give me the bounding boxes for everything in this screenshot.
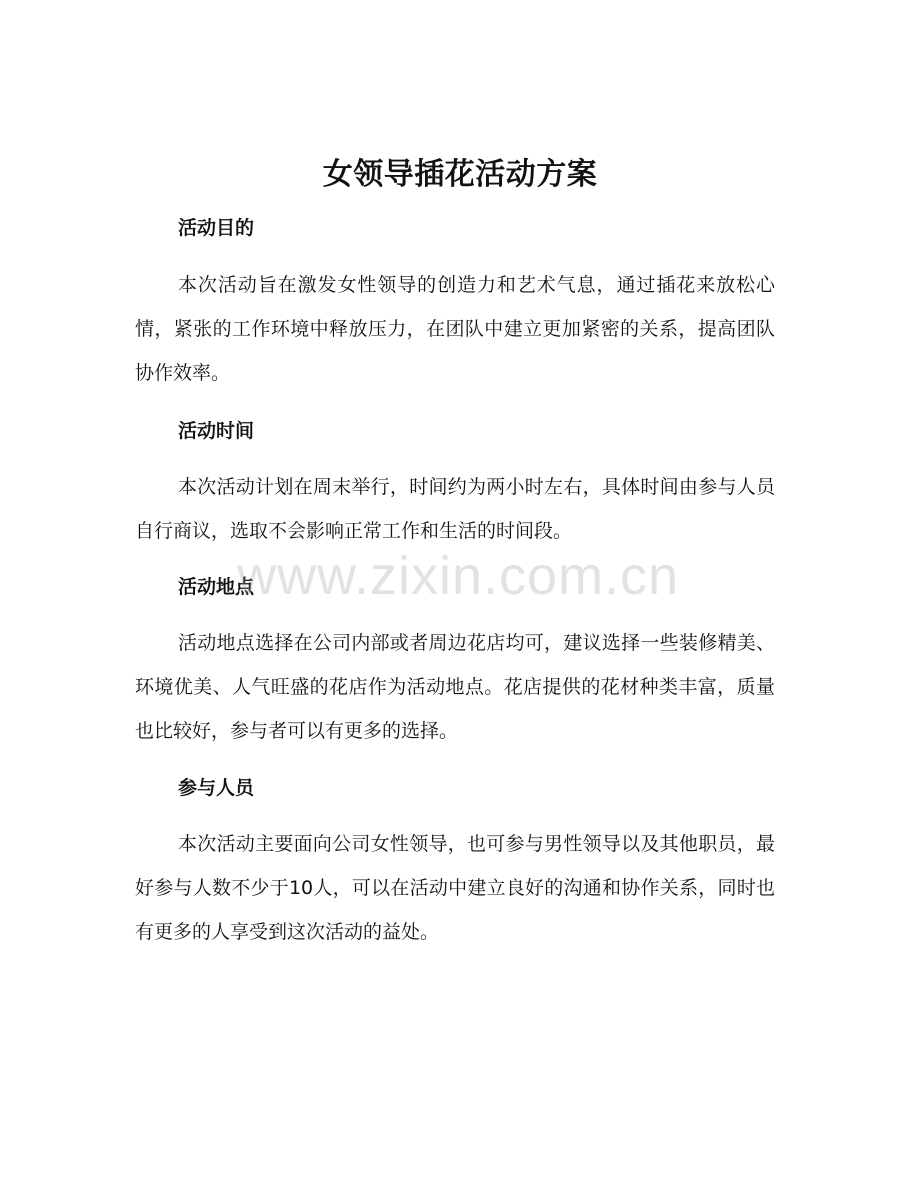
section-heading-time: 活动时间: [178, 420, 255, 442]
section-heading-location: 活动地点: [178, 576, 255, 598]
section-body-time: 本次活动计划在周末举行，时间约为两小时左右，具体时间由参与人员自行商议，选取不会影响正常工作和生活的时间段。: [135, 476, 775, 542]
document-title: 女领导插花活动方案: [322, 157, 598, 192]
section-body-location: 活动地点选择在公司内部或者周边花店均可，建议选择一些装修精美、环境优美、人气旺盛的花店作为活动地点。花店提供的花材种类丰富，质量也比较好，参与者可以有更多的选择。: [135, 632, 775, 742]
section-heading-participants: 参与人员: [178, 777, 255, 799]
watermark: www.zixin.com.cn: [237, 546, 680, 606]
section-body-purpose: 本次活动旨在激发女性领导的创造力和艺术气息，通过插花来放松心情，紧张的工作环境中释放压力，在团队中建立更加紧密的关系，提高团队协作效率。: [135, 274, 775, 384]
section-body-participants: 本次活动主要面向公司女性领导，也可参与男性领导以及其他职员，最好参与人数不少于10人，可以在活动中建立良好的沟通和协作关系，同时也有更多的人享受到这次活动的益处。: [135, 833, 775, 943]
section-heading-purpose: 活动目的: [178, 217, 255, 239]
